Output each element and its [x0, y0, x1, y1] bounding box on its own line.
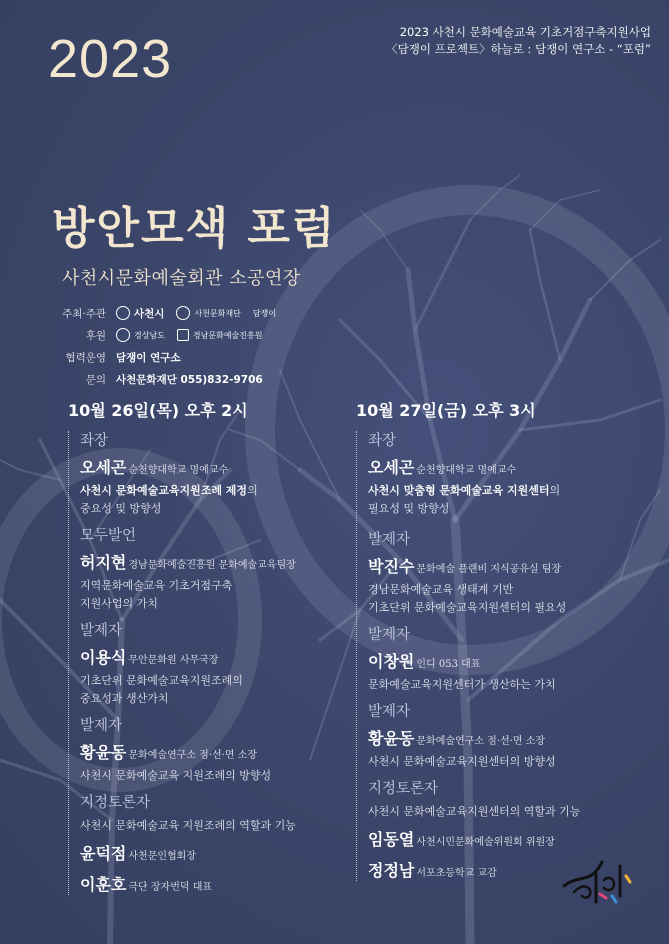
speaker-name: 임동열 — [368, 830, 415, 849]
speaker-name: 이용식 — [80, 648, 127, 667]
year-heading: 2023 — [48, 29, 173, 89]
day1-discussants — [80, 791, 338, 895]
speaker-name: 황윤동 — [368, 729, 415, 748]
topic — [368, 581, 656, 617]
gyeongnam-arts-mark-icon — [177, 329, 189, 341]
section-title: 모두발언 — [80, 528, 137, 544]
speaker-name: 정정남 — [368, 861, 415, 880]
venue: 사천시문화예술회관 소공연장 — [62, 268, 301, 289]
speaker-name: 박진수 — [368, 557, 415, 576]
sacheon-city-mark-icon — [116, 306, 130, 320]
page-title: 방안모색 포럼 — [52, 203, 337, 254]
partner-label: 협력운영 — [65, 351, 106, 364]
speaker-name: 황윤동 — [80, 743, 127, 762]
day2-schedule — [356, 398, 656, 887]
topic: 문화예술교육지원센터가 생산하는 가치 — [368, 678, 556, 691]
sponsor-row — [50, 324, 288, 346]
sacheon-city-logo — [116, 306, 164, 321]
speaker-role: 서포초등학교 교감 — [416, 868, 497, 879]
section-title: 발제자 — [80, 623, 123, 639]
sacheon-city-logo-text: 사천시 — [134, 307, 165, 320]
speaker-role: 인디 053 대표 — [416, 659, 481, 670]
section-title: 발제자 — [368, 704, 411, 720]
speaker-role: 순천향대학교 명예교수 — [416, 465, 517, 476]
day1-date: 10월 26일(목) 오후 2시 — [68, 401, 248, 420]
speaker-role: 순천향대학교 명예교수 — [128, 465, 229, 476]
day2-keynote — [368, 429, 656, 518]
program-header — [386, 24, 651, 58]
speaker — [368, 827, 656, 850]
speaker-name: 오세곤 — [80, 458, 127, 477]
topic-line-2: 기초단위 문화예술교육지원센터의 필요성 — [368, 601, 567, 614]
speaker — [368, 726, 656, 749]
day1-presenter-2 — [80, 714, 338, 785]
sponsor-label: 후원 — [85, 329, 106, 342]
topic-line-2: 중요성 및 방향성 — [80, 502, 162, 515]
speaker-role: 경남문화예술진흥원 문화예술교육팀장 — [128, 560, 296, 571]
topic-line-2: 지원사업의 가치 — [80, 597, 158, 610]
topic-bold: 사천시 문화예술교육지원조례 제정 — [80, 484, 248, 497]
damjaengi-logo — [253, 308, 276, 319]
contact-label: 문의 — [85, 373, 106, 386]
speaker-role: 무안문화원 사무국장 — [128, 655, 219, 666]
topic-line-1: 경남문화예술교육 생태계 기반 — [368, 583, 514, 596]
speaker-role: 문화예술연구소 점·선·면 소장 — [416, 736, 546, 747]
gyeongnam-logo-text: 경상남도 — [134, 330, 165, 340]
sacheon-foundation-mark-icon — [176, 306, 190, 320]
topic — [80, 482, 338, 518]
speaker — [80, 872, 338, 895]
section-title: 지정토론자 — [368, 781, 439, 797]
topic-suffix: 의 — [247, 484, 258, 497]
gyeongnam-logo — [116, 328, 165, 342]
day2-presenter-1 — [368, 528, 656, 617]
section-title: 발제자 — [368, 627, 411, 643]
section-title: 지정토론자 — [80, 795, 151, 811]
topic-suffix: 의 — [549, 484, 561, 497]
sacheon-foundation-logo — [176, 306, 240, 320]
partner-value: 담쟁이 연구소 — [116, 351, 181, 364]
topic: 사천시 문화예술교육지원센터의 역할과 기능 — [368, 805, 581, 818]
speaker — [80, 455, 338, 478]
speaker-role: 사천시민문화예술위원회 위원장 — [416, 837, 555, 848]
damjaengi-signature-logo — [560, 856, 638, 908]
speaker-name: 윤덕점 — [80, 844, 127, 863]
partner-row — [50, 346, 288, 368]
speaker — [80, 550, 338, 573]
speaker-name: 허지현 — [80, 553, 127, 572]
section-title: 발제자 — [80, 718, 123, 734]
program-line-1: 2023 사천시 문화예술교육 기초거점구축지원사업 — [399, 25, 651, 39]
topic — [80, 672, 338, 708]
speaker-name: 오세곤 — [368, 458, 415, 477]
damjaengi-logo-text: 담쟁이 — [252, 308, 276, 318]
day2-presenter-3 — [368, 700, 656, 771]
speaker — [368, 649, 656, 672]
topic-line-1: 지역문화예술교육 기초거점구축 — [80, 579, 233, 592]
topic: 사천시 문화예술교육지원센터의 방향성 — [368, 755, 556, 768]
program-line-2: 〈담쟁이 프로젝트〉하늘로 : 담쟁이 연구소 - “포럼” — [386, 42, 651, 56]
speaker — [368, 554, 656, 577]
speaker-role: 사천문인협회장 — [128, 851, 196, 862]
host-label: 주최·주관 — [62, 307, 106, 320]
section-title: 좌장 — [80, 433, 109, 449]
day1-presenter-1 — [80, 619, 338, 708]
day1-opening — [80, 524, 338, 613]
speaker — [80, 740, 338, 763]
day2-date: 10월 27일(금) 오후 3시 — [356, 401, 536, 420]
speaker-name: 이창원 — [368, 652, 415, 671]
topic-bold: 사천시 맞춤형 문화예술교육 지원센터 — [368, 484, 550, 497]
gyeongnam-arts-logo — [177, 329, 263, 341]
sacheon-foundation-logo-text: 사천문화재단 — [194, 308, 241, 318]
speaker-name: 이훈호 — [80, 875, 127, 894]
topic — [368, 482, 656, 518]
organizer-info — [50, 302, 288, 390]
section-title: 좌장 — [368, 433, 397, 449]
day1-keynote — [80, 429, 338, 518]
topic-line-1: 기초단위 문화예술교육지원조례의 — [80, 674, 243, 687]
topic: 사천시 문화예술교육 지원조례의 방향성 — [80, 769, 272, 782]
speaker-role: 문화예술연구소 점·선·면 소장 — [128, 750, 258, 761]
contact-value: 사천문화재단 055)832-9706 — [116, 373, 263, 386]
topic-line-2: 중요성과 생산가치 — [80, 692, 169, 705]
speaker-role: 극단 장자번덕 대표 — [128, 882, 213, 893]
section-title: 발제자 — [368, 532, 411, 548]
speaker — [80, 645, 338, 668]
contact-row — [50, 368, 288, 390]
topic: 사천시 문화예술교육 지원조례의 역할과 기능 — [80, 819, 296, 832]
speaker — [368, 455, 656, 478]
host-row — [50, 302, 288, 324]
topic — [80, 577, 338, 613]
day2-program — [356, 429, 656, 881]
speaker — [80, 841, 338, 864]
gyeongnam-mark-icon — [116, 328, 130, 342]
day1-schedule — [68, 398, 338, 901]
topic-line-2: 필요성 및 방향성 — [368, 502, 450, 515]
day2-presenter-2 — [368, 623, 656, 694]
gyeongnam-arts-logo-text: 경남문화예술진흥원 — [192, 330, 263, 340]
day1-program — [68, 429, 338, 895]
speaker-role: 문화예술 플랜비 지식공유실 팀장 — [416, 564, 562, 575]
